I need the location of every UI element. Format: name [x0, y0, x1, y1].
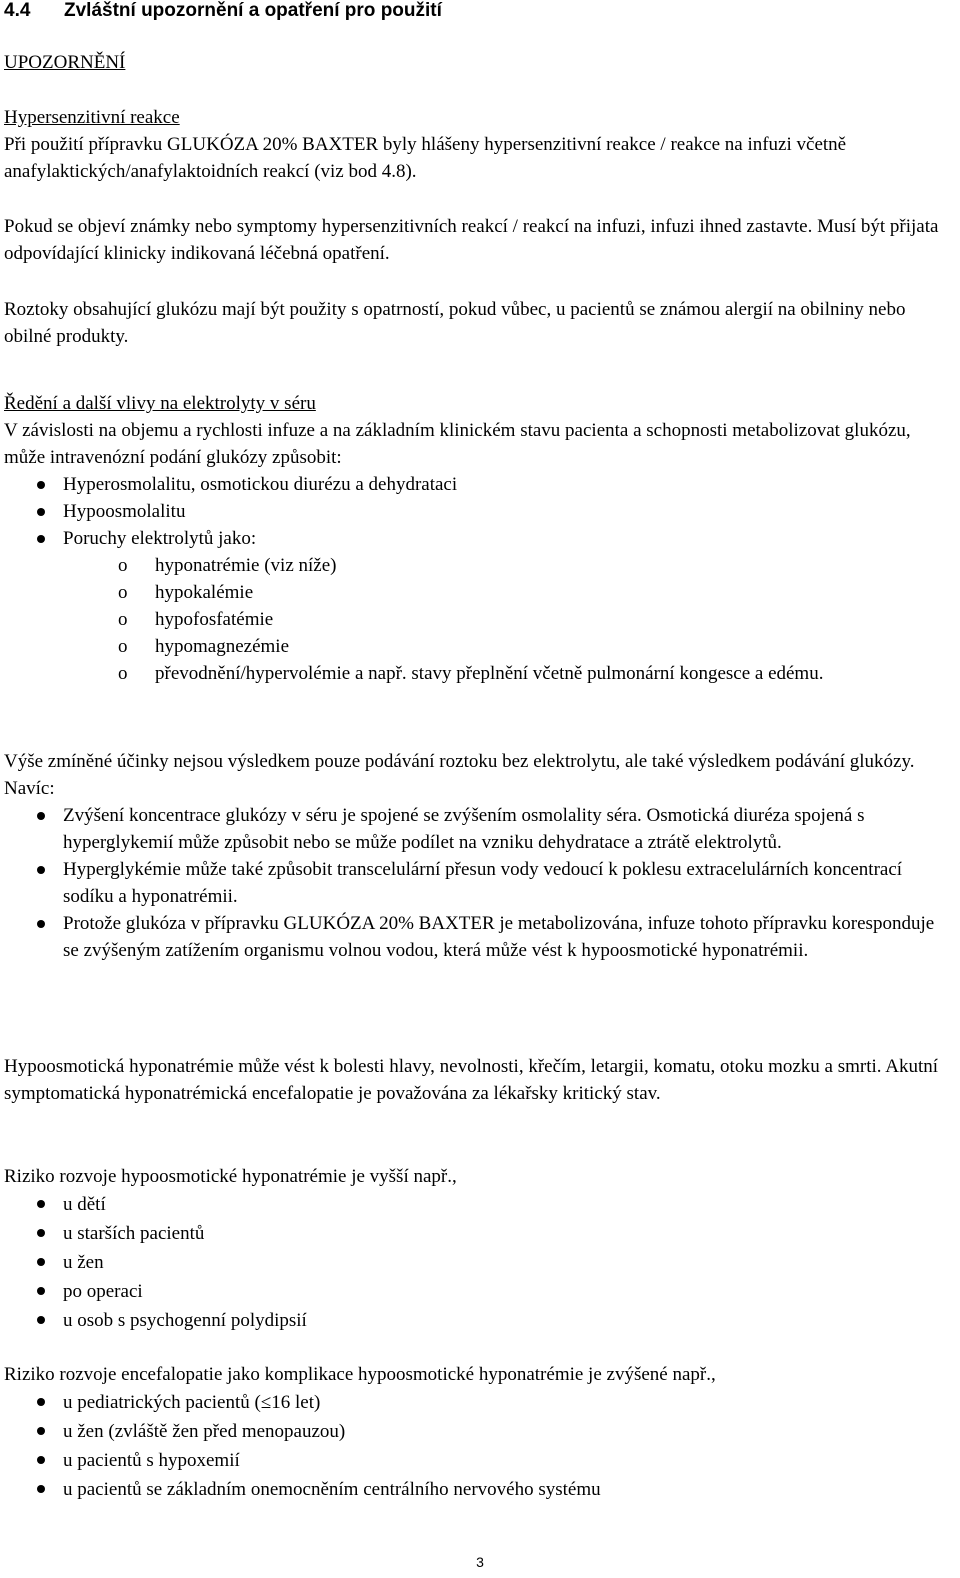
list-item: o hypofosfatémie — [4, 606, 954, 633]
list-item: o hypokalémie — [4, 579, 954, 606]
list-item: u žen (zvláště žen před menopauzou) — [4, 1417, 954, 1446]
list-item: o převodnění/hypervolémie a např. stavy přeplnění včetně pulmonární kongesce a edému. — [4, 660, 954, 687]
section-heading — [4, 0, 442, 23]
list-item: po operaci — [4, 1277, 954, 1306]
section-title: Zvláštní upozornění a opatření pro použití — [64, 0, 442, 21]
list-item: Hyperosmolalitu, osmotickou diurézu a dehydrataci — [4, 471, 954, 498]
list-item: o hyponatrémie (viz níže) — [4, 552, 954, 579]
hypersensitivity-para-3: Roztoky obsahující glukózu mají být použity s opatrností, pokud vůbec, u pacientů se známou alergií na obilniny nebo obilné produkty. — [4, 299, 906, 347]
dilution-section — [4, 390, 954, 687]
list-item: Hypoosmolalitu — [4, 498, 954, 525]
risk1-section — [4, 1163, 954, 1335]
page-number: 3 — [476, 1554, 484, 1570]
warning-label: UPOZORNĚNÍ — [4, 52, 126, 73]
list-item: u osob s psychogenní polydipsií — [4, 1306, 954, 1335]
list-item: Zvýšení koncentrace glukózy v séru je spojené se zvýšením osmolality séra. Osmotická diuréza spojená s hyperglykemií může způsobit nebo se může podílet na vzniku dehydratace a ztrátě elektrolytů. — [4, 802, 954, 856]
risk1-list — [4, 1190, 954, 1335]
hypersensitivity-para-3-block — [4, 296, 954, 350]
effects-section — [4, 748, 954, 964]
list-item: Protože glukóza v přípravku GLUKÓZA 20% BAXTER je metabolizována, infuze tohoto přípravku koresponduje se zvýšeným zatížením organismu volnou vodou, která může vést k hypoosmotické hyponatrémii. — [4, 910, 954, 964]
electrolyte-sub-list — [4, 552, 954, 687]
list-item: o hypomagnezémie — [4, 633, 954, 660]
effects-intro: Výše zmíněné účinky nejsou výsledkem pouze podávání roztoku bez elektrolytu, ale také výsledkem podávání glukózy. Navíc: — [4, 751, 915, 799]
list-item: u pacientů se základním onemocněním centrálního nervového systému — [4, 1475, 954, 1504]
risk2-section — [4, 1361, 954, 1504]
risk1-intro: Riziko rozvoje hypoosmotické hyponatrémie je vyšší např., — [4, 1166, 457, 1187]
warning-label-block — [4, 49, 954, 76]
dilution-heading: Ředění a další vlivy na elektrolyty v séru — [4, 393, 316, 414]
list-item: Hyperglykémie může také způsobit transcelulární přesun vody vedoucí k poklesu extracelulárních koncentrací sodíku a hyponatrémii. — [4, 856, 954, 910]
risk2-intro: Riziko rozvoje encefalopatie jako komplikace hypoosmotické hyponatrémie je zvýšené např., — [4, 1364, 716, 1385]
risk2-list — [4, 1388, 954, 1504]
section-number: 4.4 — [4, 0, 31, 21]
list-item: u pacientů s hypoxemií — [4, 1446, 954, 1475]
hypoosmotic-para: Hypoosmotická hyponatrémie může vést k bolesti hlavy, nevolnosti, křečím, letargii, komatu, otoku mozku a smrti. Akutní symptomatická hyponatrémická encefalopatie je považována za lékařsky kritický stav. — [4, 1056, 939, 1104]
hypersensitivity-para-2: Pokud se objeví známky nebo symptomy hypersenzitivních reakcí / reakcí na infuzi, infuzi ihned zastavte. Musí být přijata odpovídající klinicky indikovaná léčebná opatření. — [4, 216, 939, 264]
list-item: u žen — [4, 1248, 954, 1277]
list-item: Poruchy elektrolytů jako: — [4, 525, 954, 552]
hypersensitivity-heading: Hypersenzitivní reakce — [4, 107, 180, 128]
dilution-bullet-list — [4, 471, 954, 552]
list-item: u starších pacientů — [4, 1219, 954, 1248]
hypersensitivity-para-1: Při použití přípravku GLUKÓZA 20% BAXTER byly hlášeny hypersenzitivní reakce / reakce na infuzi včetně anafylaktických/anafylaktoidních reakcí (viz bod 4.8). — [4, 134, 847, 182]
list-item: u pediatrických pacientů (≤16 let) — [4, 1388, 954, 1417]
effects-bullet-list — [4, 802, 954, 964]
hypersensitivity-para-2-block — [4, 213, 954, 267]
dilution-intro: V závislosti na objemu a rychlosti infuze a na základním klinickém stavu pacienta a schopnosti metabolizovat glukózu, může intravenózní podání glukózy způsobit: — [4, 420, 911, 468]
list-item: u dětí — [4, 1190, 954, 1219]
hypersensitivity-section — [4, 104, 954, 185]
hypoosmotic-section — [4, 1053, 954, 1107]
